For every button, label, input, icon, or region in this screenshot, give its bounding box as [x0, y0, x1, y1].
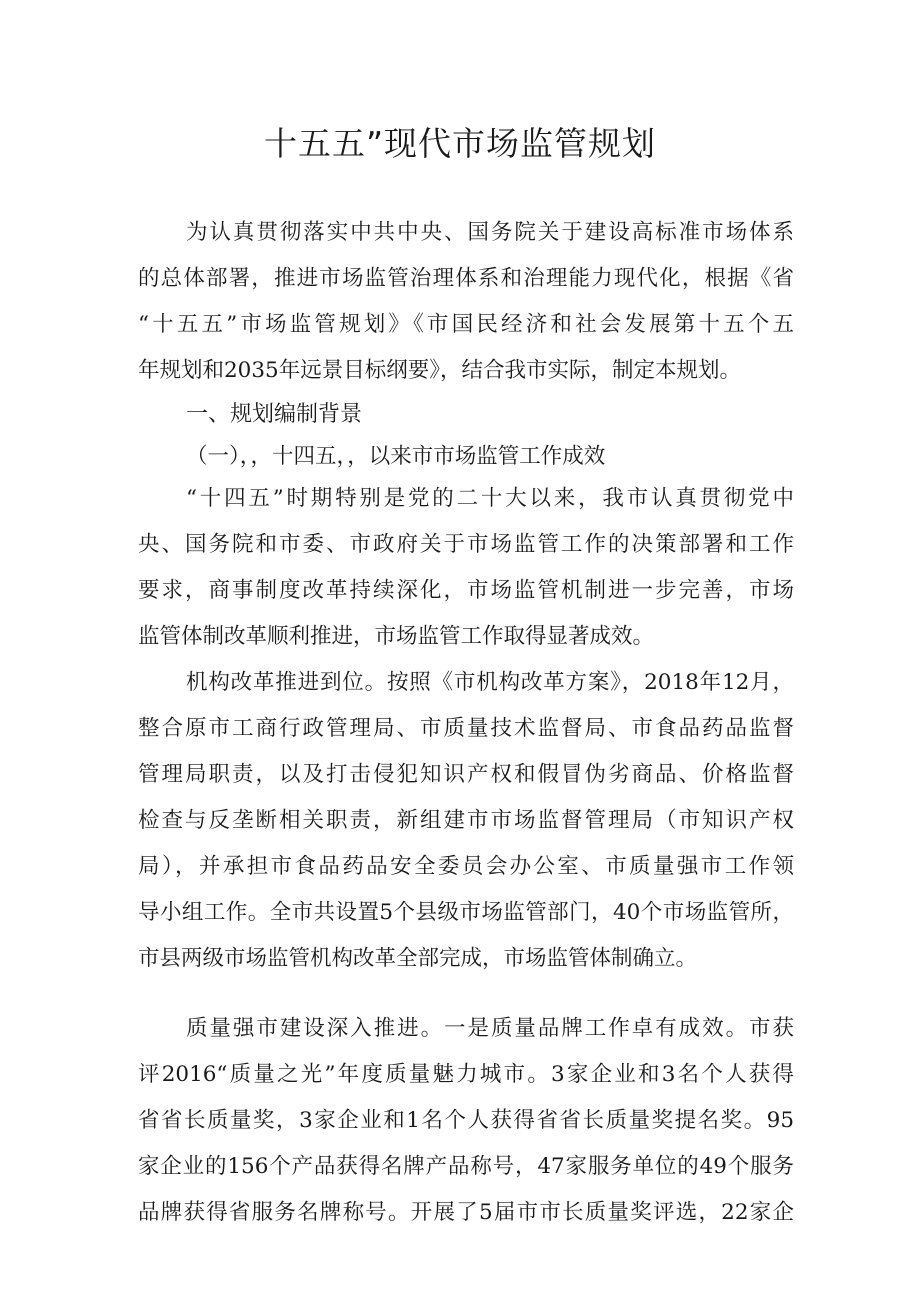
paragraph-quality-city [138, 1006, 794, 1236]
text-line: 省省长质量奖，3家企业和1名个人获得省省长质量奖提名奖。95 [138, 1108, 794, 1133]
document-title: 十五五”现代市场监管规划 [263, 124, 657, 163]
text-line: 为认真贯彻落实中共中央、国务院关于建设高标准市场体系 [186, 220, 794, 245]
text-line: 市县两级市场监管机构改革全部完成，市场监管体制确立。 [138, 946, 698, 971]
text-line: 要求，商事制度改革持续深化，市场监管机制进一步完善，市场 [138, 578, 794, 603]
section-heading: 一、规划编制背景 [186, 402, 363, 427]
subsection-heading: （一），，十四五，，以来市市场监管工作成效 [186, 444, 606, 469]
text-line: 局），并承担市食品药品安全委员会办公室、市质量强市工作领 [138, 854, 794, 879]
text-line: 的总体部署，推进市场监管治理体系和治理能力现代化，根据《省 [138, 266, 794, 291]
text-line: 整合原市工商行政管理局、市质量技术监督局、市食品药品监督 [138, 716, 794, 741]
text-line: 品牌获得省服务名牌称号。开展了5届市市长质量奖评选，22家企 [138, 1200, 794, 1225]
text-line: “十四五”时期特别是党的二十大以来，我市认真贯彻党中 [186, 486, 794, 511]
text-line: 导小组工作。全市共设置5个县级市场监管部门，40个市场监管所， [138, 900, 794, 925]
text-line: 机构改革推进到位。按照《市机构改革方案》，2018年12月， [186, 670, 794, 695]
paragraph-achievements [138, 476, 794, 660]
text-line: 年规划和2035年远景目标纲要》，结合我市实际，制定本规划。 [138, 358, 741, 383]
paragraph-institutional-reform [138, 660, 794, 982]
text-line: “十五五”市场监管规划》《市国民经济和社会发展第十五个五 [138, 312, 794, 337]
text-line: 央、国务院和市委、市政府关于市场监管工作的决策部署和工作 [138, 532, 794, 557]
text-line: 质量强市建设深入推进。一是质量品牌工作卓有成效。市获 [186, 1016, 794, 1041]
text-line: 家企业的156个产品获得名牌产品称号，47家服务单位的49个服务 [138, 1154, 794, 1179]
text-line: 监管体制改革顺利推进，市场监管工作取得显著成效。 [138, 624, 655, 649]
text-line: 检查与反垄断相关职责，新组建市市场监督管理局（市知识产权 [138, 808, 794, 833]
text-line: 评2016“质量之光”年度质量魅力城市。3家企业和3名个人获得 [138, 1062, 794, 1087]
intro-paragraph [138, 210, 794, 394]
text-line: 管理局职责，以及打击侵犯知识产权和假冒伪劣商品、价格监督 [138, 762, 794, 787]
